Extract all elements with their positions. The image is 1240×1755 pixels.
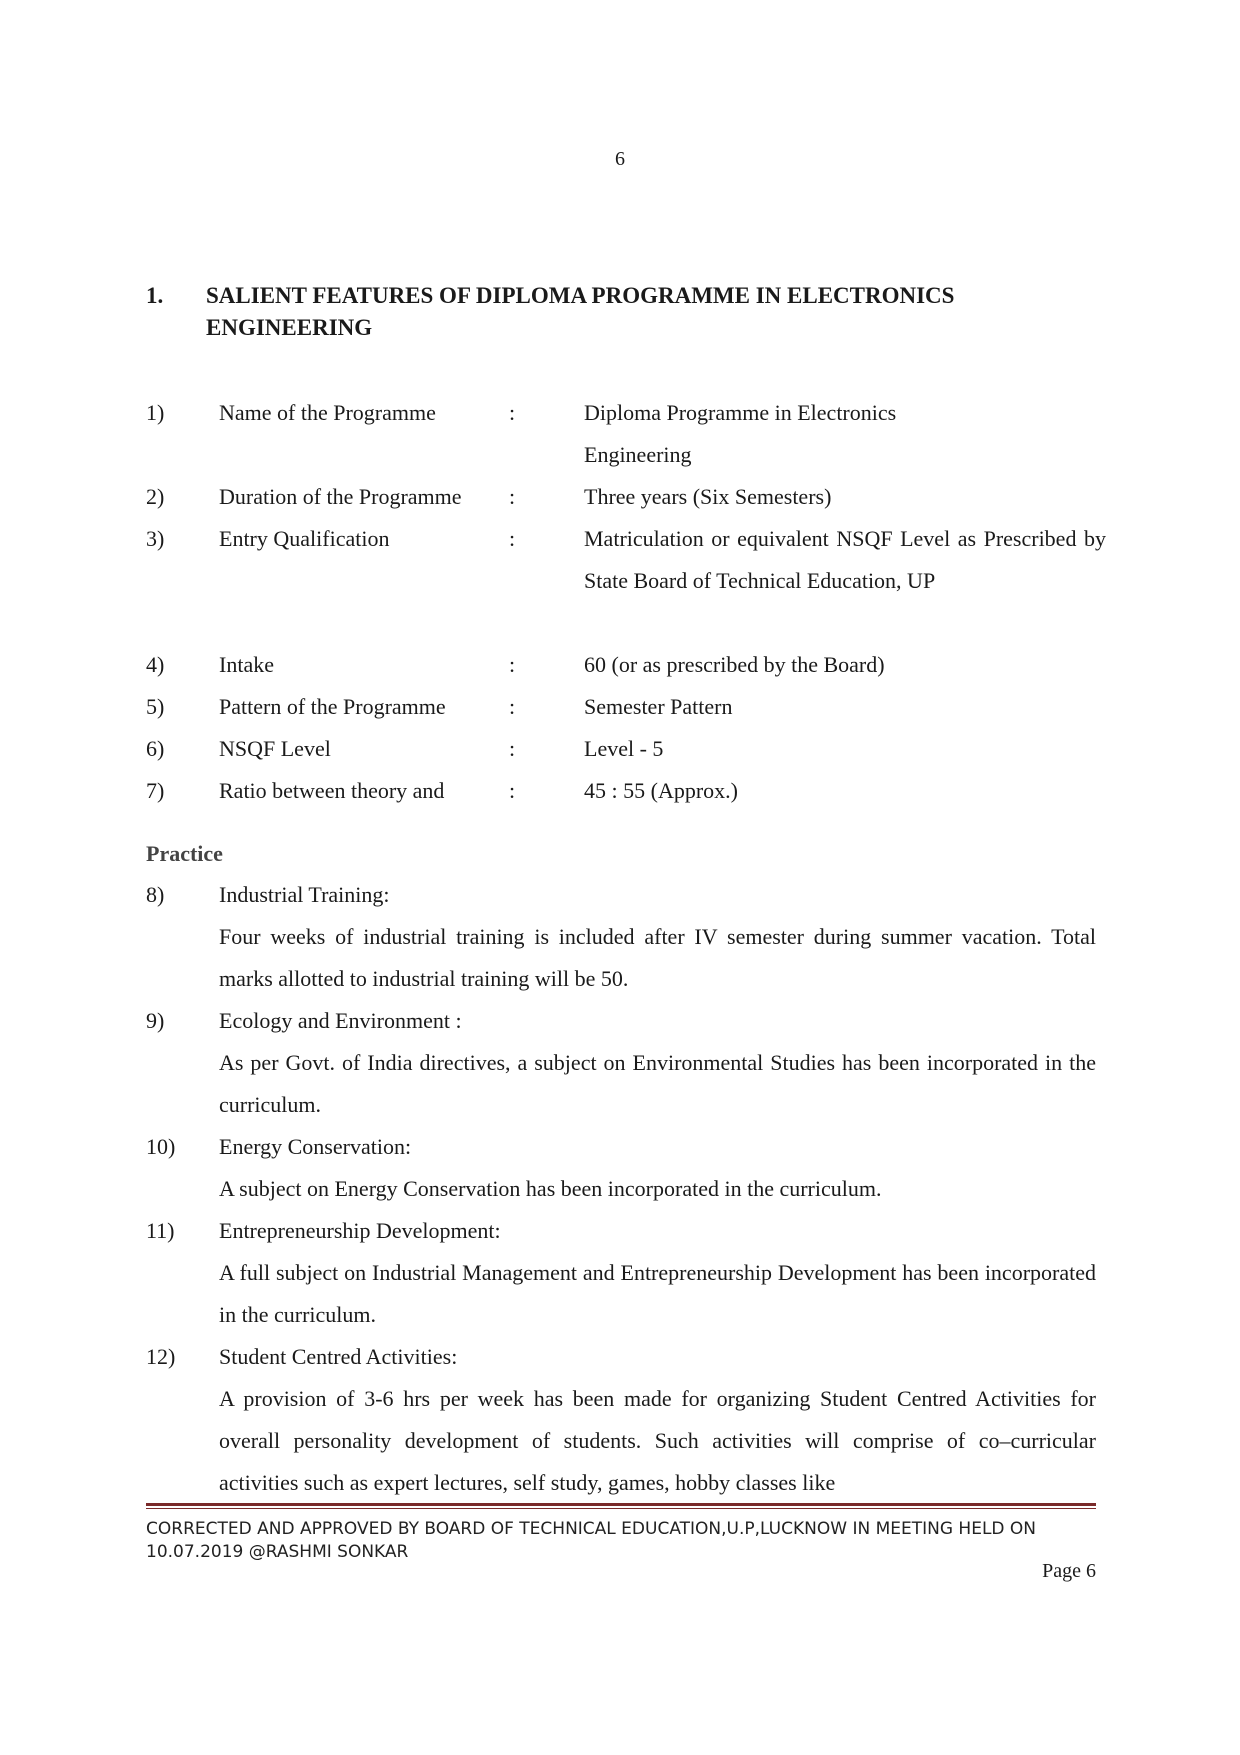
practice-label: Practice	[146, 841, 223, 866]
item-title: Industrial Training:	[219, 882, 390, 907]
feature-number: 1)	[146, 400, 165, 425]
feature-value: Matriculation or equivalent NSQF Level as Prescribed by State Board of Technical Education, UP	[584, 526, 1106, 593]
item-body: A provision of 3-6 hrs per week has been made for organizing Student Centred Activities for overall personality development of students. Such activities will comprise of co–curricular activities such as expert lectures, self study, games, hobby classes like	[219, 1386, 1096, 1495]
item-body: As per Govt. of India directives, a subject on Environmental Studies has been incorporated in the curriculum.	[219, 1050, 1096, 1117]
page-number-top: 6	[615, 148, 625, 170]
item-title: Energy Conservation:	[219, 1134, 412, 1159]
footer-note: CORRECTED AND APPROVED BY BOARD OF TECHNICAL EDUCATION,U.P,LUCKNOW IN MEETING HELD ON 10.07.2019 @RASHMI SONKAR	[146, 1519, 1037, 1562]
item-number: 8)	[146, 882, 165, 907]
feature-colon: :	[509, 694, 516, 719]
item-number: 11)	[146, 1218, 175, 1243]
page-label: Page 6	[1042, 1560, 1096, 1582]
feature-value: 45 : 55 (Approx.)	[584, 778, 738, 803]
feature-value: Semester Pattern	[584, 694, 733, 719]
item-number: 10)	[146, 1134, 176, 1159]
feature-value: Three years (Six Semesters)	[584, 484, 832, 509]
item-title: Entrepreneurship Development:	[219, 1218, 501, 1243]
feature-number: 7)	[146, 778, 165, 803]
item-body: Four weeks of industrial training is included after IV semester during summer vacation. Total marks allotted to industrial training will be 50.	[219, 924, 1096, 991]
footer-rule-thin	[146, 1508, 1096, 1509]
feature-number: 5)	[146, 694, 165, 719]
feature-value: Diploma Programme in Electronics Engineering	[584, 400, 897, 467]
footer-rule	[146, 1503, 1096, 1506]
feature-number: 6)	[146, 736, 165, 761]
feature-label: Name of the Programme	[219, 400, 436, 425]
item-body: A subject on Energy Conservation has been incorporated in the curriculum.	[219, 1176, 882, 1201]
feature-value: Level - 5	[584, 736, 664, 761]
feature-colon: :	[509, 736, 516, 761]
feature-label: Ratio between theory and	[219, 778, 445, 803]
item-body: A full subject on Industrial Management and Entrepreneurship Development has been incorporated in the curriculum.	[219, 1260, 1096, 1327]
feature-colon: :	[509, 526, 516, 551]
section-title: SALIENT FEATURES OF DIPLOMA PROGRAMME IN ELECTRONICS ENGINEERING	[206, 283, 955, 340]
feature-colon: :	[509, 652, 516, 677]
feature-label: Intake	[219, 652, 274, 677]
feature-label: Pattern of the Programme	[219, 694, 446, 719]
feature-label: Entry Qualification	[219, 526, 390, 551]
feature-colon: :	[509, 778, 516, 803]
section-number: 1.	[146, 283, 164, 308]
item-number: 12)	[146, 1344, 176, 1369]
item-number: 9)	[146, 1008, 165, 1033]
item-title: Student Centred Activities:	[219, 1344, 458, 1369]
feature-label: NSQF Level	[219, 736, 331, 761]
feature-number: 3)	[146, 526, 165, 551]
feature-number: 4)	[146, 652, 165, 677]
feature-label: Duration of the Programme	[219, 484, 462, 509]
feature-colon: :	[509, 484, 516, 509]
item-title: Ecology and Environment :	[219, 1008, 462, 1033]
feature-colon: :	[509, 400, 516, 425]
feature-value: 60 (or as prescribed by the Board)	[584, 652, 885, 677]
feature-number: 2)	[146, 484, 165, 509]
